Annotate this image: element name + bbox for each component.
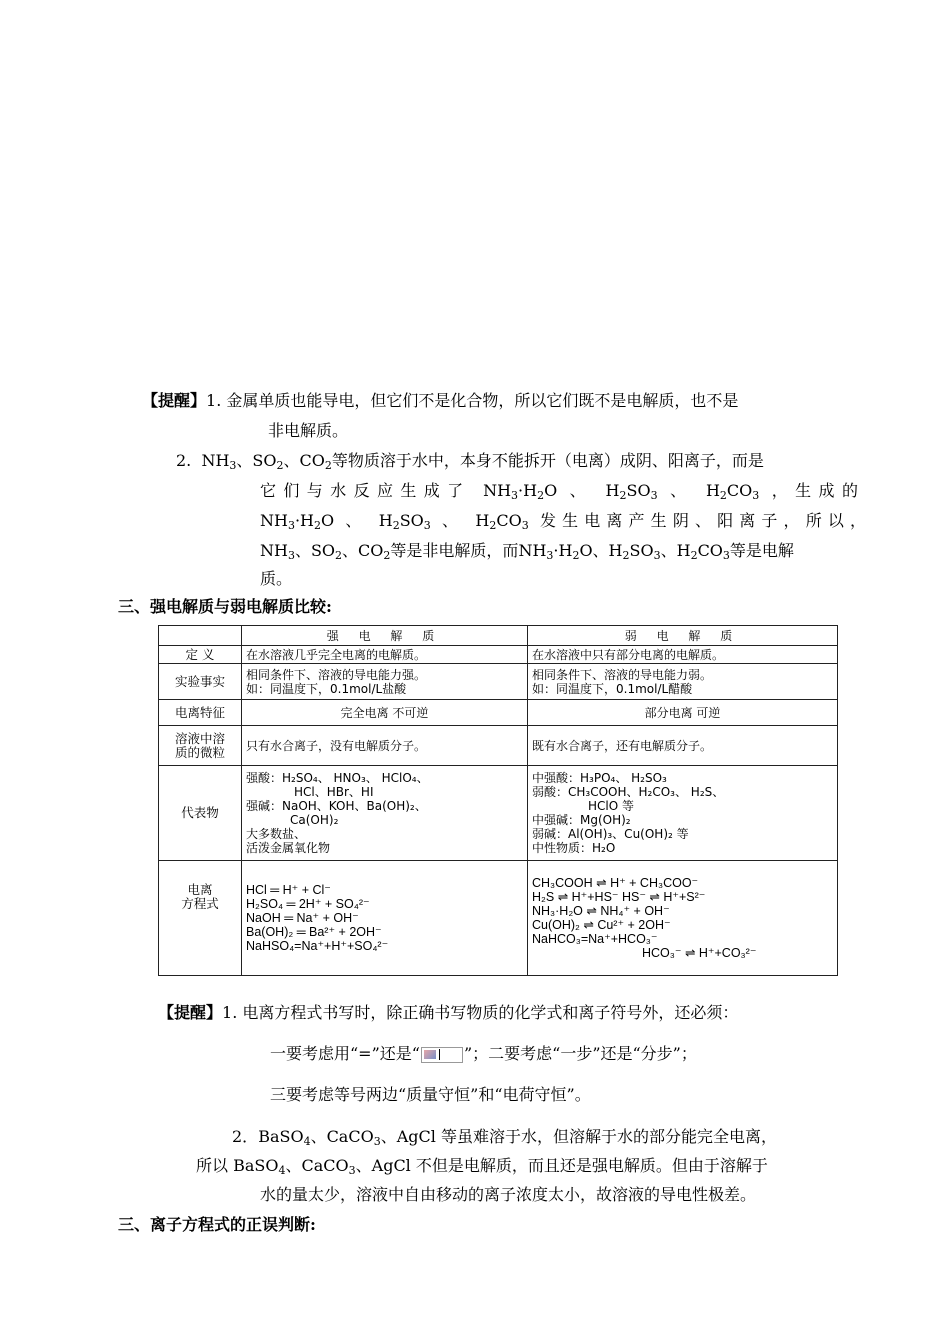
tip2-block <box>158 1000 738 1023</box>
equation: NaHCO₃=Na⁺+HCO₃⁻ <box>532 932 658 946</box>
cell-weak-examples: 中强酸：H₃PO₄、 H₂SO₃ 弱酸：CH₃COOH、H₂CO₃、 H₂S、 HClO 等 中强碱：Mg(OH)₂ 弱碱：Al(OH)₃、Cu(OH)₂ 等 中性物质：H₂O <box>528 766 838 861</box>
tip2-label: 【提醒】 <box>158 1003 223 1022</box>
tip2-line3: 三要考虑等号两边“质量守恒”和“电荷守恒”。 <box>270 1085 591 1104</box>
equation: CH₃COOH ⇌ H⁺ + CH₃COO⁻ <box>532 876 699 890</box>
equation: Cu(OH)₂ ⇌ Cu²⁺ + 2OH⁻ <box>532 918 671 932</box>
tip1-item1-line2: 非电解质。 <box>268 421 349 440</box>
cell-strong-experiment: 相同条件下、溶液的导电能力强。 如：同温度下，0.1mol/L盐酸 <box>242 664 528 700</box>
tip1-block <box>142 388 738 411</box>
cell-strong-definition: 在水溶液几乎完全电离的电解质。 <box>242 646 528 664</box>
tip1-label: 【提醒】 <box>142 391 207 410</box>
tip1-item2-line1: 2. $NH_3$、$SO_2$、$CO_2$等物质溶于水中，本身不能拆开（电离）成阴、阳离子，而是 <box>176 451 764 472</box>
equation: NH₃·H₂O ⇌ NH₄⁺ + OH⁻ <box>532 904 670 918</box>
tip1-item2-line5: 质。 <box>260 569 293 588</box>
row-header-examples: 代表物 <box>159 766 242 861</box>
table-header-empty <box>159 626 242 646</box>
tip1-item2-line4: $NH_3$、$SO_2$、$CO_2$等是非电解质，而$NH_3\cdot H_2O$、$H_2SO_3$、$H_2CO_3$等是电解 <box>260 541 794 562</box>
tip1-item2-line2: 它们与水反应生成了 $NH_3\cdot H_2O$ 、 $H_2SO_3$ 、 $H_2CO_3$ ，生成的 <box>260 481 858 502</box>
table-row <box>159 861 838 976</box>
row-header-equations: 电离 方程式 <box>159 861 242 976</box>
equation: H₂S ⇌ H⁺+HS⁻ HS⁻ ⇌ H⁺+S²⁻ <box>532 890 706 904</box>
equation: NaOH ═ Na⁺ + OH⁻ <box>246 911 359 925</box>
tip2-line2: 一要考虑用“=”还是“ ”；二要考虑“一步”还是“分步”； <box>270 1044 697 1063</box>
table-row <box>159 664 838 700</box>
tip2-item2-line1: 2．BaSO$_4$、CaCO$_3$、AgCl 等虽难溶于水，但溶解于水的部分能完全电离， <box>232 1127 777 1148</box>
cell-strong-examples: 强酸：H₂SO₄、 HNO₃、 HClO₄、 HCl、HBr、HI 强碱：NaOH、KOH、Ba(OH)₂、 Ca(OH)₂ 大多数盐、 活泼金属氧化物 <box>242 766 528 861</box>
tip1-item2-line3: $NH_3\cdot H_2O$ 、 $H_2SO_3$ 、 $H_2CO_3$ 发生电离产生阴、阳离子，所以， <box>260 511 866 532</box>
cell-weak-equations <box>528 861 838 976</box>
cell-weak-definition: 在水溶液中只有部分电离的电解质。 <box>528 646 838 664</box>
section3-title: 三、强电解质与弱电解质比较: <box>118 597 332 616</box>
cell-weak-experiment: 相同条件下、溶液的导电能力弱。 如：同温度下，0.1mol/L醋酸 <box>528 664 838 700</box>
tip1-item1-line1: 1. 金属单质也能导电，但它们不是化合物，所以它们既不是电解质，也不是 <box>206 391 739 410</box>
cell-strong-equations <box>242 861 528 976</box>
row-header-experiment: 实验事实 <box>159 664 242 700</box>
row-header-particles: 溶液中溶 质的微粒 <box>159 726 242 766</box>
tip2-item2-line3: 水的量太少，溶液中自由移动的离子浓度太小，故溶液的导电性极差。 <box>260 1185 757 1204</box>
table-row <box>159 646 838 664</box>
equation: H₂SO₄ ═ 2H⁺ + SO₄²⁻ <box>246 897 370 911</box>
equation: Ba(OH)₂ ═ Ba²⁺ + 2OH⁻ <box>246 925 382 939</box>
reversible-arrow-image-icon <box>421 1047 463 1063</box>
table-header-strong: 强 电 解 质 <box>242 626 528 646</box>
table-header-weak: 弱 电 解 质 <box>528 626 838 646</box>
cell-strong-particles: 只有水合离子，没有电解质分子。 <box>242 726 528 766</box>
comparison-table <box>158 625 837 997</box>
cell-weak-ionization: 部分电离 可逆 <box>528 700 838 726</box>
row-header-definition: 定 义 <box>159 646 242 664</box>
equation: NaHSO₄=Na⁺+H⁺+SO₄²⁻ <box>246 939 389 953</box>
table-header-row <box>159 626 838 646</box>
tip2-item2-line2: 所以 BaSO$_4$、CaCO$_3$、AgCl 不但是电解质，而且还是强电解质。但由于溶解于 <box>196 1156 768 1177</box>
row-header-ionization: 电离特征 <box>159 700 242 726</box>
section3b-title: 三、离子方程式的正误判断: <box>118 1215 316 1234</box>
cell-strong-ionization: 完全电离 不可逆 <box>242 700 528 726</box>
table-row <box>159 766 838 861</box>
equation: HCl ═ H⁺ + Cl⁻ <box>246 883 331 897</box>
tip2-item1: 1. 电离方程式书写时，除正确书写物质的化学式和离子符号外，还必须： <box>222 1003 739 1022</box>
cell-weak-particles: 既有水合离子，还有电解质分子。 <box>528 726 838 766</box>
table-row <box>159 726 838 766</box>
equation: HCO₃⁻ ⇌ H⁺+CO₃²⁻ <box>642 946 757 960</box>
table-row <box>159 700 838 726</box>
